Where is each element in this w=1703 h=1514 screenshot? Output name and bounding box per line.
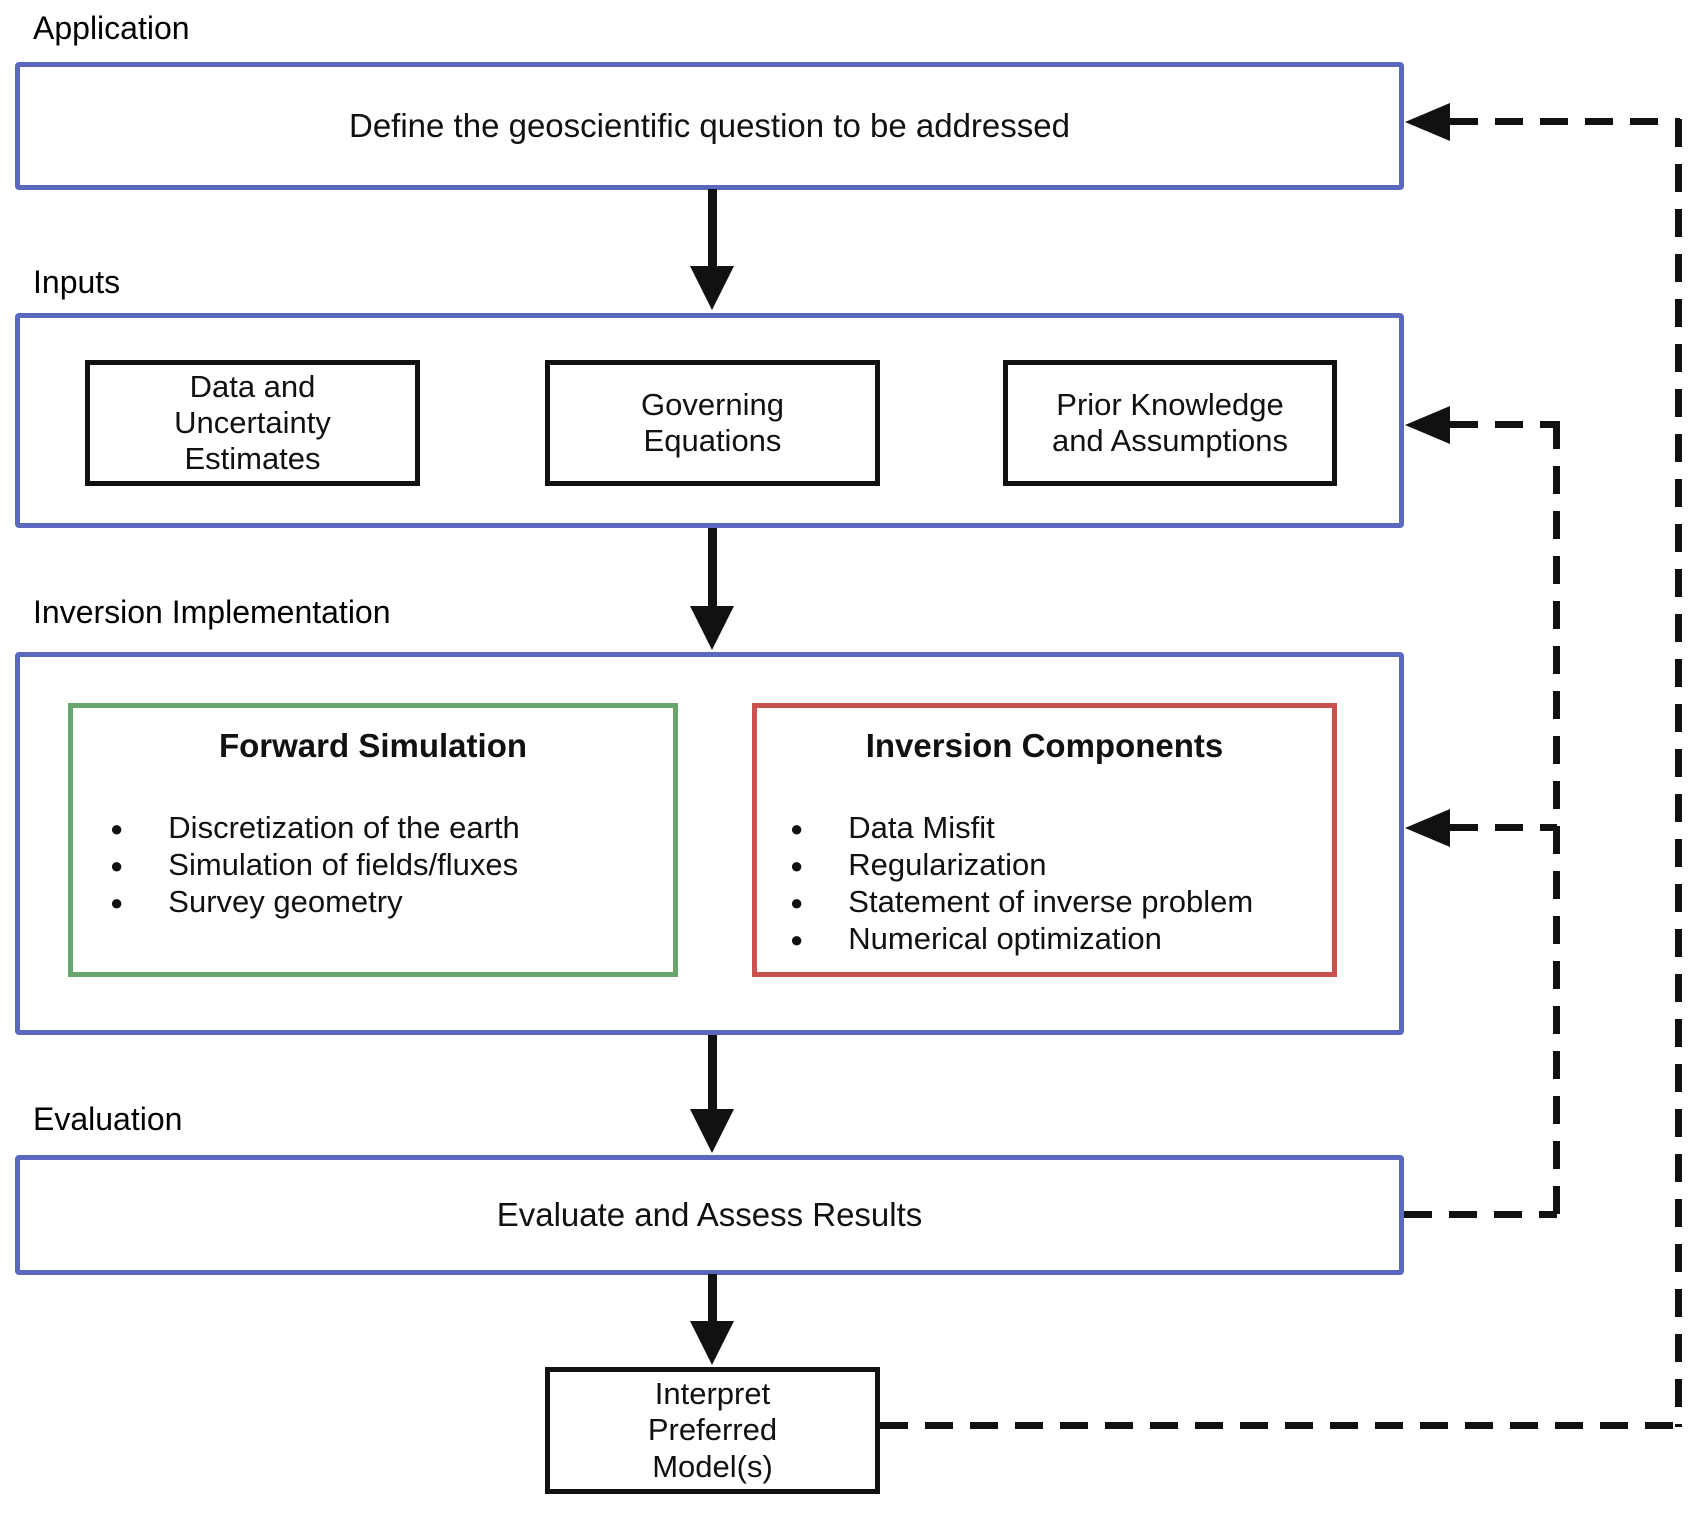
list-item	[73, 847, 673, 884]
flow-arrow-implementation-to-evaluation	[708, 1035, 717, 1110]
evaluation-box-text: Evaluate and Assess Results	[496, 1196, 923, 1233]
interpret-model-text: Interpret Preferred Model(s)	[647, 1376, 778, 1484]
list-item	[757, 884, 1332, 921]
prior-knowledge-box	[1003, 360, 1337, 486]
application-section-label: Application	[33, 10, 190, 46]
feedback-arrowhead-inputs	[1405, 406, 1450, 444]
list-item-text: Numerical optimization	[848, 921, 1162, 956]
bullet-icon: ●	[110, 816, 124, 841]
bullet-icon: ●	[110, 853, 124, 878]
list-item	[757, 810, 1332, 847]
forward-simulation-list	[73, 810, 673, 921]
forward-simulation-box	[68, 703, 678, 977]
bullet-icon: ●	[110, 890, 124, 915]
flow-arrow-evaluation-to-interpret	[708, 1274, 717, 1322]
evaluation-section-label: Evaluation	[33, 1101, 183, 1137]
flow-arrowhead-inputs	[690, 266, 734, 310]
list-item	[757, 921, 1332, 958]
data-uncertainty-text: Data and Uncertainty Estimates	[174, 368, 331, 477]
feedback-line-interpret-out	[880, 1422, 1680, 1429]
inversion-implementation-section-label: Inversion Implementation	[33, 594, 391, 630]
application-box-text: Define the geoscientific question to be addressed	[349, 107, 1070, 144]
bullet-icon: ●	[790, 816, 804, 841]
list-item-text: Regularization	[848, 847, 1047, 882]
flow-arrowhead-interpret	[690, 1321, 734, 1365]
flow-arrow-inputs-to-implementation	[708, 528, 717, 607]
feedback-arrowhead-implementation	[1405, 809, 1450, 847]
feedback-line-interpret-vertical	[1675, 119, 1682, 1427]
feedback-line-evaluation-out	[1404, 1211, 1557, 1218]
flow-arrowhead-implementation	[690, 606, 734, 650]
inversion-components-list	[757, 810, 1332, 958]
governing-equations-text: Governing Equations	[640, 386, 785, 458]
list-item	[73, 810, 673, 847]
forward-simulation-title: Forward Simulation	[218, 727, 528, 764]
inversion-components-title: Inversion Components	[865, 727, 1224, 764]
flow-arrowhead-evaluation	[690, 1109, 734, 1153]
list-item-text: Simulation of fields/fluxes	[168, 847, 519, 882]
feedback-line-to-implementation	[1450, 824, 1557, 831]
list-item	[757, 847, 1332, 884]
governing-equations-box	[545, 360, 880, 486]
interpret-model-box	[545, 1367, 880, 1494]
inversion-components-box	[752, 703, 1337, 977]
list-item-text: Discretization of the earth	[168, 810, 520, 845]
list-item-text: Statement of inverse problem	[848, 884, 1254, 919]
bullet-icon: ●	[790, 927, 804, 952]
feedback-line-to-inputs	[1450, 421, 1557, 428]
flow-arrow-application-to-inputs	[708, 189, 717, 267]
inputs-section-label: Inputs	[33, 264, 121, 300]
evaluation-box	[15, 1155, 1404, 1275]
bullet-icon: ●	[790, 853, 804, 878]
data-uncertainty-box	[85, 360, 420, 486]
list-item	[73, 884, 673, 921]
feedback-arrowhead-application	[1405, 103, 1450, 141]
feedback-line-evaluation-vertical	[1553, 421, 1560, 1218]
feedback-line-to-application	[1450, 118, 1680, 125]
list-item-text: Data Misfit	[848, 810, 995, 845]
list-item-text: Survey geometry	[168, 884, 403, 919]
prior-knowledge-text: Prior Knowledge and Assumptions	[1051, 386, 1289, 458]
application-box	[15, 62, 1404, 190]
bullet-icon: ●	[790, 890, 804, 915]
